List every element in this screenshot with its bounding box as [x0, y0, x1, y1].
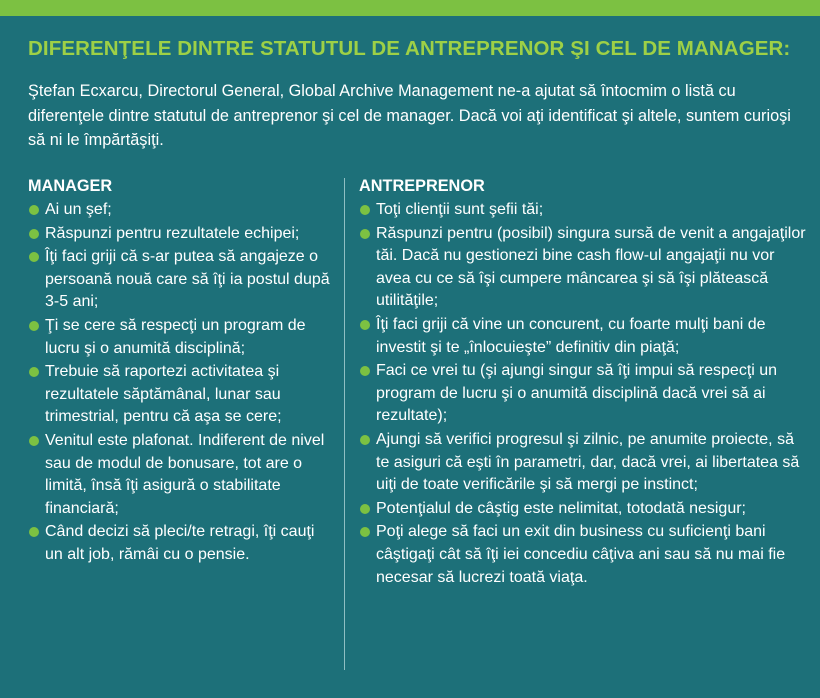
list-item-text: Ajungi să verifici progresul şi zilnic, pe anumite proiecte, să te asiguri că eşti în parametri, dar, dacă vrei, ai libertatea să uiţi de toate verificările şi să mergi pe instinct;: [376, 430, 800, 494]
list-item: [359, 223, 811, 313]
antreprenor-list: [359, 199, 811, 589]
list-item: [28, 199, 333, 222]
list-item: [359, 429, 811, 497]
list-item-text: Răspunzi pentru (posibil) singura sursă de venit a angajaţilor tăi. Dacă nu gestionezi bine cash flow-ul angajaţii nu vor avea cu ce să îşi cumpere mâncarea şi să îşi plătească utilităţile;: [376, 224, 806, 310]
page-title: DIFERENŢELE DINTRE STATUTUL DE ANTREPRENOR ŞI CEL DE MANAGER:: [28, 37, 791, 60]
list-item-text: Venitul este plafonat. Indiferent de nivel sau de modul de bonusare, tot are o limită, însă îţi asigură o stabilitate financiară;: [45, 431, 325, 517]
list-item-text: Îţi faci griji că s-ar putea să angajeze o persoană nouă care să îţi ia postul după 3-5 ani;: [45, 248, 330, 311]
bullet-dot-icon: [360, 435, 370, 445]
list-item: [28, 246, 333, 314]
manager-list: [28, 199, 333, 567]
list-item: [28, 223, 333, 246]
list-item-text: Trebuie să raportezi activitatea şi rezultatele săptămânal, lunar sau trimestrial, pentru că aşa se cere;: [45, 363, 282, 426]
bullet-dot-icon: [360, 504, 370, 514]
manager-column: [28, 176, 333, 568]
bullet-dot-icon: [29, 229, 39, 239]
list-item-text: Când decizi să pleci/te retragi, îţi cauţi un alt job, rămâi cu o pensie.: [45, 523, 315, 563]
list-item: [359, 199, 811, 222]
list-item: [28, 521, 333, 566]
bullet-dot-icon: [360, 205, 370, 215]
list-item: [28, 315, 333, 360]
intro-paragraph: Ştefan Ecxarcu, Directorul General, Global Archive Management ne-a ajutat să întocmim o listă cu diferenţele dintre statutul de antreprenor şi cel de manager. Dacă voi aţi identificat şi altele, suntem curioşi să ni le împărtăşiţi.: [28, 82, 791, 149]
bullet-dot-icon: [29, 205, 39, 215]
list-item: [359, 360, 811, 428]
list-item-text: Faci ce vrei tu (şi ajungi singur să îţi impui să respecţi un program de lucru şi o anumită disciplină dacă vrei să ai rezultate);: [376, 362, 778, 425]
bullet-dot-icon: [29, 252, 39, 262]
list-item: [28, 361, 333, 429]
list-item-text: Toţi clienţii sunt şefii tăi;: [376, 201, 544, 218]
list-item-text: Îţi faci griji că vine un concurent, cu foarte mulţi bani de investit şi te „înlocuieşte” definitiv din piaţă;: [376, 315, 766, 356]
list-item-text: Potenţialul de câştig este nelimitat, totodată nesigur;: [376, 499, 746, 517]
list-item: [28, 430, 333, 520]
bullet-dot-icon: [360, 320, 370, 330]
list-item-text: Ţi se cere să respecţi un program de lucru şi o anumită disciplină;: [45, 316, 306, 357]
list-item: [359, 314, 811, 359]
list-item: [359, 498, 811, 521]
bullet-dot-icon: [360, 366, 370, 376]
antreprenor-heading: ANTREPRENOR: [359, 177, 485, 195]
top-accent-bar: [0, 0, 820, 16]
list-item-text: Ai un şef;: [45, 201, 112, 218]
antreprenor-column: [359, 176, 811, 590]
list-item-text: Răspunzi pentru rezultatele echipei;: [45, 224, 300, 242]
bullet-dot-icon: [29, 321, 39, 331]
list-item-text: Poţi alege să faci un exit din business cu suficienţi bani câştigaţi cât să îţi iei concediu câţiva ani sau să nu mai fie necesar să lucrezi toată viaţa.: [376, 523, 786, 586]
manager-heading: MANAGER: [28, 177, 113, 195]
bullet-dot-icon: [360, 229, 370, 239]
bullet-dot-icon: [360, 527, 370, 537]
bullet-dot-icon: [29, 436, 39, 446]
bullet-dot-icon: [29, 367, 39, 377]
column-divider: [344, 178, 345, 670]
list-item: [359, 521, 811, 589]
bullet-dot-icon: [29, 527, 39, 537]
